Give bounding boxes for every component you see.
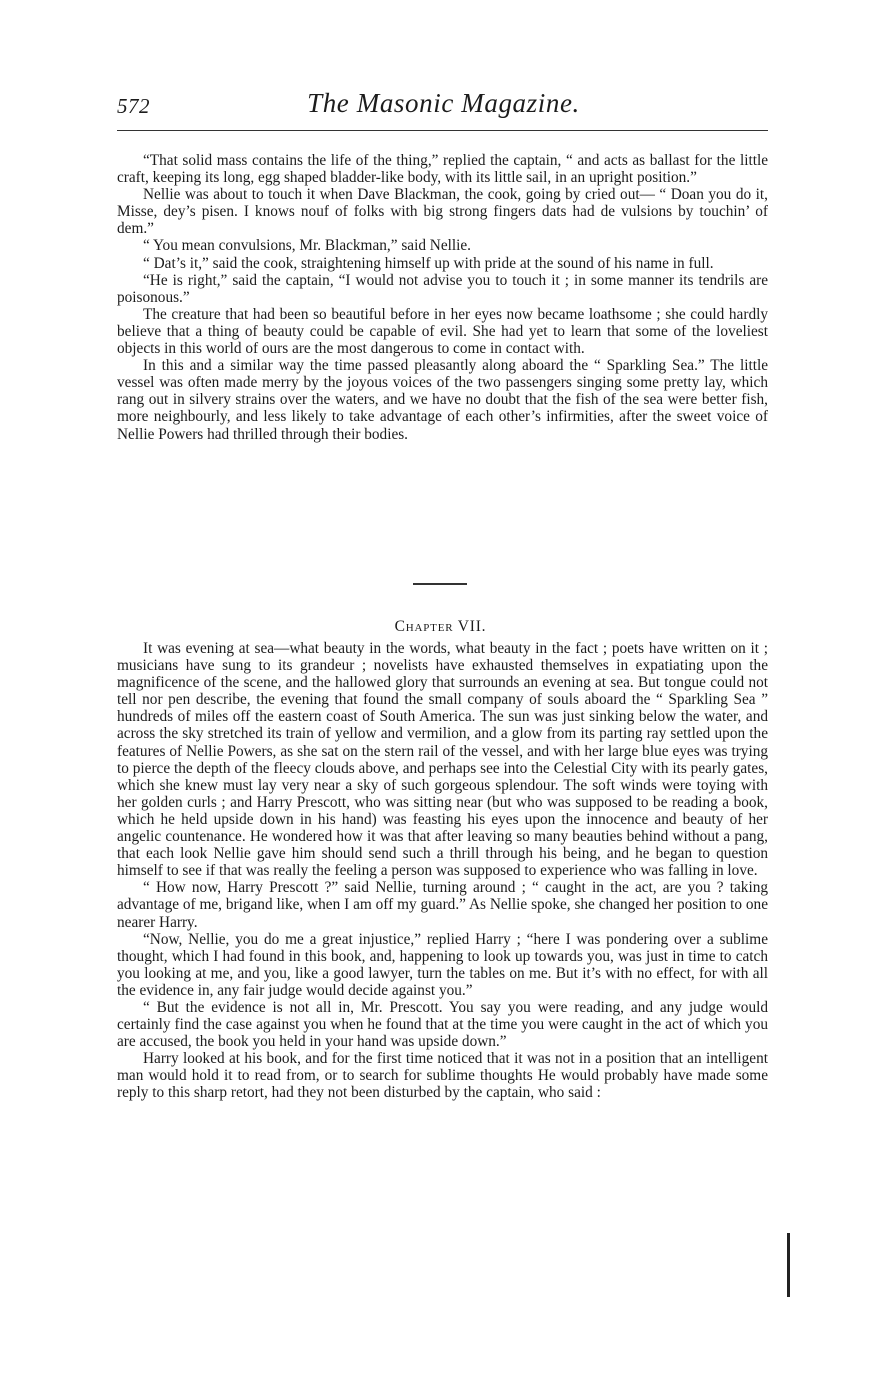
paragraph: The creature that had been so beautiful before in her eyes now became loathsome ; she could hardly believe that a thing of beauty could be capable of evil. She had yet to learn that some of the loveliest objects in this world of ours are the most dangerous to come in contact with. — [117, 305, 768, 358]
chapter-text — [117, 640, 768, 1102]
section-divider — [413, 583, 467, 585]
header-rule — [117, 130, 768, 131]
paragraph: “ How now, Harry Prescott ?” said Nellie, turning around ; “ caught in the act, are you ? taking advantage of me, brigand like, when I am off my guard.” As Nellie spoke, she changed her position to one nearer Harry. — [117, 879, 768, 931]
paragraph: In this and a similar way the time passed pleasantly along aboard the “ Sparkling Sea.” The little vessel was often made merry by the joyous voices of the two passengers singing some pretty lay, which rang out in silvery strains over the waters, and we have no doubt that the fish of the sea were better fish, more neighbourly, and less likely to take advantage of each other’s infirmities, after the sweet voice of Nellie Powers had thrilled through their bodies. — [117, 357, 768, 443]
paragraph: “Now, Nellie, you do me a great injustice,” replied Harry ; “here I was pondering over a sublime thought, which I had found in this book, and, happening to look up towards you, was just in time to catch you looking at me, and you, like a good lawyer, turn the tables on me. But it’s with no effect, for with all the evidence in, any fair judge would decide against you.” — [117, 930, 768, 999]
paragraph: Harry looked at his book, and for the first time noticed that it was not in a position that an intelligent man would hold it to read from, or to search for sublime thoughts He would probably have made some reply to this sharp retort, had they not been disturbed by the captain, who said : — [117, 1050, 768, 1102]
paragraph: “ But the evidence is not all in, Mr. Prescott. You say you were reading, and any judge would certainly find the case against you when he found that at the time you were caught in the act of which you are accused, the book you held in your hand was upside down.” — [117, 998, 768, 1051]
chapter-heading: Chapter VII. — [394, 618, 487, 635]
paragraph: “ You mean convulsions, Mr. Blackman,” said Nellie. — [143, 237, 471, 255]
margin-mark — [787, 1233, 790, 1297]
paragraph: “ Dat’s it,” said the cook, straightening himself up with pride at the sound of his name in full. — [143, 254, 714, 272]
paragraph: “That solid mass contains the life of the thing,” replied the captain, “ and acts as ballast for the little craft, keeping its long, egg shaped bladder-like body, with its little sail, in an upright position.” — [117, 152, 768, 187]
paragraph: “He is right,” said the captain, “I would not advise you to touch it ; in some manner its tendrils are poisonous.” — [117, 271, 768, 306]
paragraph: Nellie was about to touch it when Dave Blackman, the cook, going by cried out— “ Doan you do it, Misse, dey’s pisen. I knows nouf of folks with big strong fingers dats had de vulsions by touchin’ of dem.” — [117, 186, 768, 238]
paragraph: It was evening at sea—what beauty in the words, what beauty in the fact ; poets have written on it ; musicians have sung to its grandeur ; novelists have exhausted themselves in expatiating upon the magnificence of the scene, and the hallowed glory that surrounds an evening at sea. But tongue could not tell nor pen describe, the evening that found the small company of souls aboard the “ Sparkling Sea ” hundreds of miles off the eastern coast of South America. The sun was just sinking below the water, and across the sky stretched its train of yellow and vermilion, and a glow from its parting ray settled upon the features of Nellie Powers, as she sat on the stern rail of the vessel, and with her large blue eyes was trying to pierce the depth of the fleecy clouds above, and perhaps see into the Celestial City with its pearly gates, which she knew must lay very near a sky of such gorgeous splendour. The soft winds were toying with her golden curls ; and Harry Prescott, who was sitting near (but who was supposed to be reading a book, which he held upside down in his hand) was feasting his eyes upon the innocence and beauty of her angelic countenance. He wondered how it was that after leaving so many beauties behind without a pang, that each look Nellie gave him should send such a thrill through his being, and he began to question himself to see if that was really the feeling a person was supposed to experience who was falling in love. — [117, 640, 768, 880]
running-head: The Masonic Magazine. — [307, 88, 580, 118]
section-text — [117, 152, 768, 443]
page-number: 572 — [117, 94, 150, 118]
